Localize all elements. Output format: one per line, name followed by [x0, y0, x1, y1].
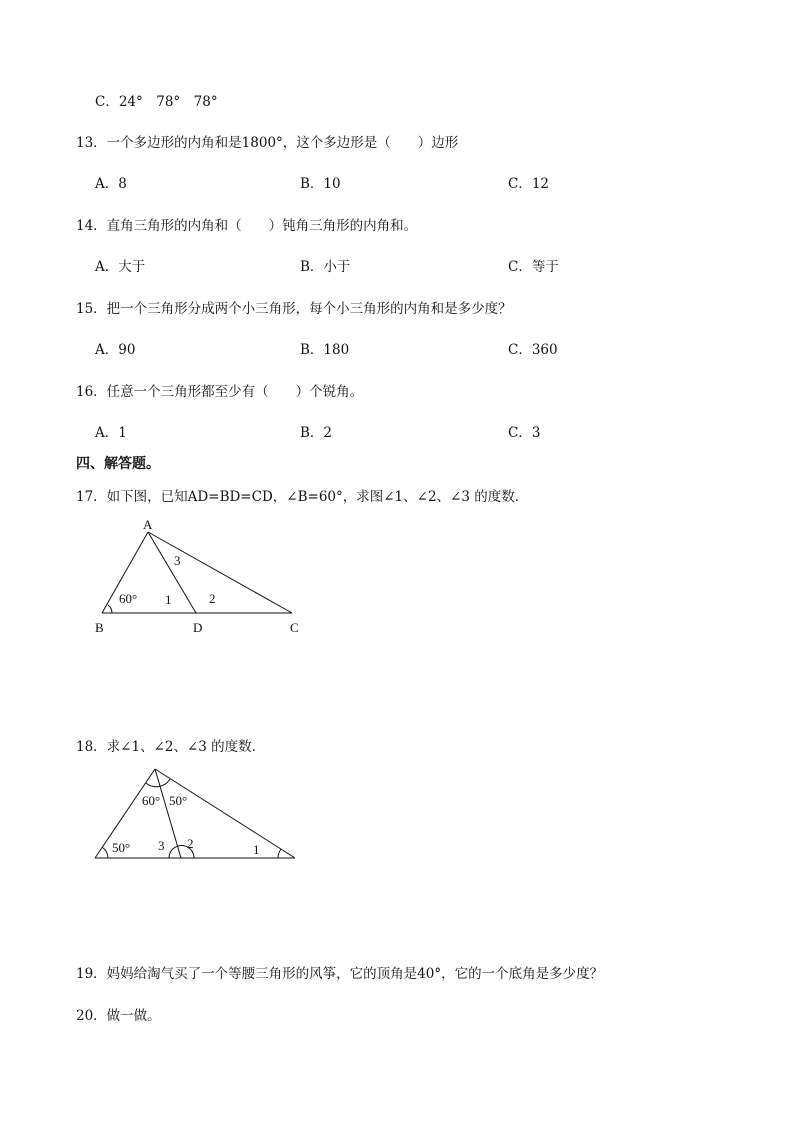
q18-label-3: 3 — [158, 838, 165, 853]
q17-label-2: 2 — [209, 591, 216, 606]
q14-option-b: B．小于 — [300, 259, 351, 275]
q18-bottom-left-arc — [102, 847, 108, 858]
q14-option-c: C．等于 — [508, 259, 559, 275]
q15-option-c: C．360 — [508, 342, 558, 358]
q17-vertex-b: B — [95, 620, 104, 635]
q18-angle-top-left: 60° — [142, 793, 161, 808]
q18-label-1: 1 — [253, 842, 260, 857]
q17-angle-b-arc — [108, 605, 112, 613]
q16-stem: 16．任意一个三角形都至少有（ ）个锐角。 — [76, 384, 364, 400]
q13-option-c: C．12 — [508, 176, 550, 192]
q17-vertex-d: D — [193, 620, 203, 635]
q13-option-b: B．10 — [300, 176, 341, 192]
q16-option-c: C．3 — [508, 425, 541, 441]
q18-right-side — [155, 769, 295, 858]
q18-angle-1-arc — [278, 849, 281, 858]
q17-vertex-a: A — [143, 517, 153, 532]
q17-segment-ad — [148, 532, 196, 613]
section-title: 四、解答题。 — [76, 456, 160, 472]
q17-label-1: 1 — [165, 592, 172, 607]
q16-option-a: A．1 — [95, 425, 127, 441]
q17-vertex-c: C — [290, 620, 299, 635]
q14-stem: 14．直角三角形的内角和（ ）钝角三角形的内角和。 — [76, 218, 418, 234]
q16-option-b: B．2 — [300, 425, 333, 441]
q18-label-2: 2 — [187, 836, 194, 851]
q18-triangle-figure — [85, 760, 310, 870]
q13-option-a: A．8 — [95, 176, 127, 192]
q18-angle-bottom-left: 50° — [112, 840, 131, 855]
q13-stem: 13．一个多边形的内角和是1800°，这个多边形是（ ）边形 — [76, 135, 459, 151]
q20-stem: 20．做一做。 — [76, 1008, 161, 1024]
q17-triangle-figure — [85, 512, 315, 642]
q17-angle-b-label: 60° — [119, 591, 138, 606]
q15-stem: 15．把一个三角形分成两个小三角形，每个小三角形的内角和是多少度？ — [76, 301, 512, 317]
q17-label-3: 3 — [174, 553, 181, 568]
q19-stem: 19．妈妈给淘气买了一个等腰三角形的风筝，它的顶角是40°，它的一个底角是多少度？ — [76, 966, 604, 982]
q14-option-a: A．大于 — [95, 259, 146, 275]
q17-stem: 17．如下图，已知AD=BD=CD，∠B=60°，求图∠1、∠2、∠3 的度数． — [76, 489, 529, 505]
q18-stem: 18．求∠1、∠2、∠3 的度数． — [76, 739, 266, 755]
q15-option-a: A．90 — [95, 342, 136, 358]
q18-angle-top-right: 50° — [169, 793, 188, 808]
q12-option-c: C．24° 78° 78° — [95, 94, 218, 110]
q15-option-b: B．180 — [300, 342, 350, 358]
